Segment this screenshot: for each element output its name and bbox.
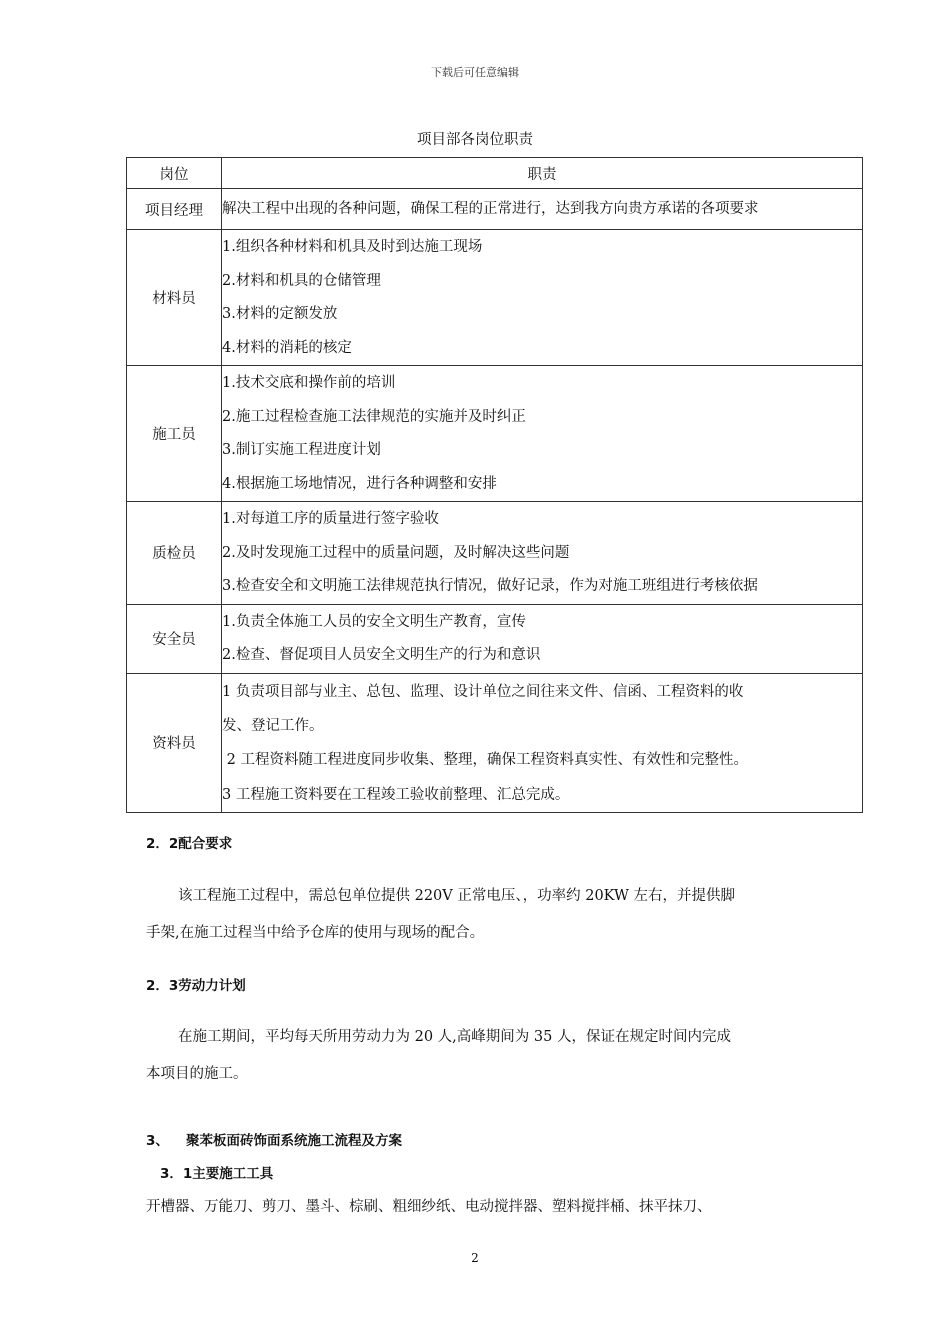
section-3-1-heading: 3．1主要施工工具 [160,1166,274,1182]
section-3-number: 3、 [146,1133,169,1149]
duty-line: 4.材料的消耗的核定 [222,339,352,356]
duty-line: 2.材料和机具的仓储管理 [222,272,381,289]
duty-cell [222,673,863,812]
duty-line: 1.对每道工序的质量进行签字验收 [222,511,439,527]
table-row [127,366,863,502]
role-cell: 质检员 [127,502,222,605]
section-2-3-heading: 2．3劳动力计划 [146,978,246,994]
duty-cell [222,189,863,230]
duty-line: 3.检查安全和文明施工法律规范执行情况，做好记录，作为对施工班组进行考核依据 [222,578,758,594]
table-header-row [127,158,863,189]
duty-line: 3.制订实施工程进度计划 [222,442,381,458]
role-cell: 材料员 [127,230,222,366]
duty-cell [222,230,863,366]
header-role: 岗位 [127,158,222,189]
table-title: 项目部各岗位职责 [417,132,533,148]
table-row [127,502,863,605]
duty-line: 2.检查、督促项目人员安全文明生产的行为和意识 [222,647,541,663]
duty-line: 1 负责项目部与业主、总包、监理、设计单位之间往来文件、信函、工程资料的收 [222,683,744,700]
duty-cell [222,604,863,673]
duty-line: 1.技术交底和操作前的培训 [222,375,396,391]
tools-list: 开槽器、万能刀、剪刀、墨斗、棕刷、粗细纱纸、电动搅拌器、塑料搅拌桶、抹平抹刀、 [146,1199,712,1215]
section-2-2-line2: 手架,在施工过程当中给予仓库的使用与现场的配合。 [146,925,485,941]
section-2-2-line1: 该工程施工过程中，需总包单位提供 220V 正常电压、，功率约 20KW 左右，并提供脚 [178,888,736,904]
duty-line: 2.施工过程检查施工法律规范的实施并及时纠正 [222,408,526,425]
role-cell: 项目经理 [127,189,222,230]
duty-line: 3.材料的定额发放 [222,306,338,322]
table-row [127,189,863,230]
duty-line: 解决工程中出现的各种问题，确保工程的正常进行，达到我方向贵方承诺的各项要求 [222,201,759,217]
duty-line: 3 工程施工资料要在工程竣工验收前整理、汇总完成。 [222,786,570,803]
duty-line: 4.根据施工场地情况，进行各种调整和安排 [222,475,497,492]
duty-line: 发、登记工作。 [222,717,324,734]
duty-line: 2.及时发现施工过程中的质量问题，及时解决这些问题 [222,544,570,561]
table-row [127,604,863,673]
duty-cell [222,366,863,502]
role-cell: 资料员 [127,673,222,812]
duty-line: 1.组织各种材料和机具及时到达施工现场 [222,239,483,255]
section-2-2-heading: 2．2配合要求 [146,836,233,852]
section-3-heading: 聚苯板面砖饰面系统施工流程及方案 [186,1133,402,1149]
header-duties: 职责 [222,158,863,189]
page-header-note: 下载后可任意编辑 [431,66,519,79]
role-cell: 施工员 [127,366,222,502]
duties-table [126,157,863,813]
page-number: 2 [471,1251,479,1265]
section-2-3-line2: 本项目的施工。 [146,1066,248,1082]
role-cell: 安全员 [127,604,222,673]
table-row [127,230,863,366]
duty-line: 2 工程资料随工程进度同步收集、整理，确保工程资料真实性、有效性和完整性。 [222,751,748,768]
section-2-3-line1: 在施工期间，平均每天所用劳动力为 20 人,高峰期间为 35 人，保证在规定时间内完成 [178,1029,731,1045]
table-row [127,673,863,812]
duty-cell [222,502,863,605]
duty-line: 1.负责全体施工人员的安全文明生产教育，宣传 [222,613,526,630]
